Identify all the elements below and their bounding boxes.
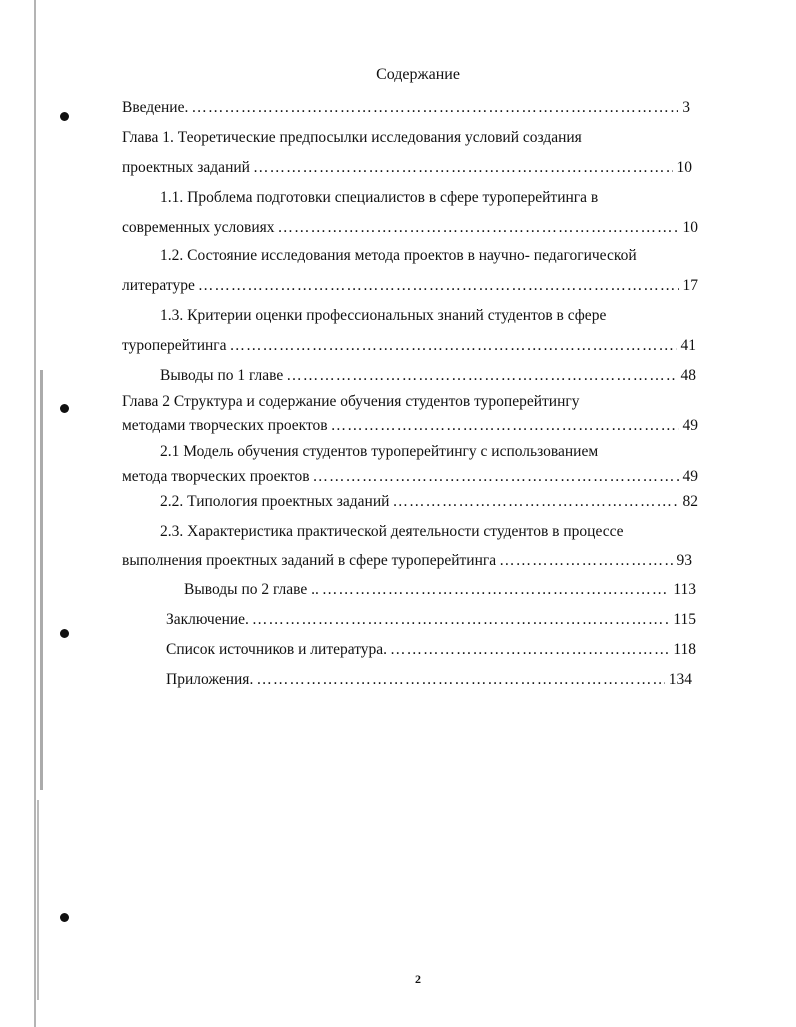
punch-hole-icon [60, 629, 69, 638]
toc-entry-conclusion [166, 610, 696, 630]
dot-leader [331, 416, 679, 436]
toc-page-number: 118 [673, 641, 696, 658]
toc-entry-section-2-3 [122, 551, 692, 571]
punch-hole-icon [60, 404, 69, 413]
toc-entry-label: Выводы по 1 главе [160, 367, 284, 384]
toc-entry-label: литературе [122, 277, 195, 294]
dot-leader [392, 492, 678, 512]
dot-leader [390, 640, 669, 660]
toc-page-number: 10 [676, 159, 692, 176]
page-number: 2 [415, 972, 421, 986]
dot-leader [256, 670, 664, 690]
punch-hole-icon [60, 913, 69, 922]
toc-entry-label: туроперейтинга [122, 337, 227, 354]
toc-entry-section-1-1 [122, 218, 698, 238]
toc-page-number: 48 [680, 367, 696, 384]
dot-leader [191, 98, 678, 118]
toc-entry-label: Приложения. [166, 671, 254, 688]
scan-edge-line [37, 800, 39, 1000]
scan-edge-line [40, 370, 43, 790]
toc-entry-section-1-1-line1: 1.1. Проблема подготовки специалистов в сфере туроперейтинга в [160, 189, 599, 206]
toc-page-number: 41 [680, 337, 696, 354]
toc-entry-section-1-2 [122, 276, 698, 296]
toc-page-number: 49 [682, 417, 698, 434]
dot-leader [286, 366, 676, 386]
toc-entry-label: выполнения проектных заданий в сфере туроперейтинга [122, 552, 497, 569]
toc-entry-chapter2-line1: Глава 2 Структура и содержание обучения студентов туроперейтингу [122, 393, 580, 410]
toc-entry-section-2-1 [122, 467, 698, 487]
dot-leader [322, 580, 669, 600]
toc-entry-section-1-3 [122, 336, 696, 356]
toc-page-number: 17 [682, 277, 698, 294]
dot-leader [253, 158, 673, 178]
toc-entry-introduction [122, 98, 690, 118]
toc-entry-label: 2.2. Типология проектных заданий [160, 493, 390, 510]
toc-entry-chapter2 [122, 416, 698, 436]
toc-entry-label: современных условиях [122, 219, 275, 236]
dot-leader [252, 610, 669, 630]
toc-entry-label: Список источников и литература. [166, 641, 388, 658]
scan-edge-line [34, 0, 36, 1027]
page-title: Содержание [376, 66, 460, 83]
toc-entry-section-2-1-line1: 2.1 Модель обучения студентов туроперейтингу с использованием [160, 443, 599, 460]
toc-entry-references [166, 640, 696, 660]
dot-leader [198, 276, 679, 296]
toc-entry-section-1-2-line1: 1.2. Состояние исследования метода проектов в научно- педагогической [160, 247, 637, 264]
toc-page-number: 93 [676, 552, 692, 569]
toc-entry-conclusions-ch2 [184, 580, 696, 600]
toc-page-number: 49 [682, 468, 698, 485]
toc-entry-conclusions-ch1 [160, 366, 696, 386]
toc-entry-appendices [166, 670, 692, 690]
punch-hole-icon [60, 112, 69, 121]
toc-entry-label: методами творческих проектов [122, 417, 328, 434]
toc-entry-section-2-3-line1: 2.3. Характеристика практической деятельности студентов в процессе [160, 523, 624, 540]
dot-leader [230, 336, 677, 356]
dot-leader [499, 551, 672, 571]
dot-leader [313, 467, 679, 487]
toc-page-number: 3 [682, 99, 690, 116]
toc-entry-section-1-3-line1: 1.3. Критерии оценки профессиональных знаний студентов в сфере [160, 307, 607, 324]
toc-entry-label: Введение. [122, 99, 189, 116]
toc-entry-section-2-2 [160, 492, 698, 512]
toc-entry-label: Заключение. [166, 611, 249, 628]
toc-page-number: 115 [673, 611, 696, 628]
toc-page-number: 10 [682, 219, 698, 236]
dot-leader [278, 218, 679, 238]
toc-page-number: 134 [668, 671, 692, 688]
toc-entry-label: Выводы по 2 главе .. [184, 581, 319, 598]
toc-entry-label: метода творческих проектов [122, 468, 310, 485]
toc-page-number: 82 [682, 493, 698, 510]
toc-entry-chapter1-line1: Глава 1. Теоретические предпосылки исследования условий создания [122, 129, 582, 146]
toc-page-number: 113 [673, 581, 696, 598]
toc-entry-label: проектных заданий [122, 159, 250, 176]
toc-entry-chapter1 [122, 158, 692, 178]
